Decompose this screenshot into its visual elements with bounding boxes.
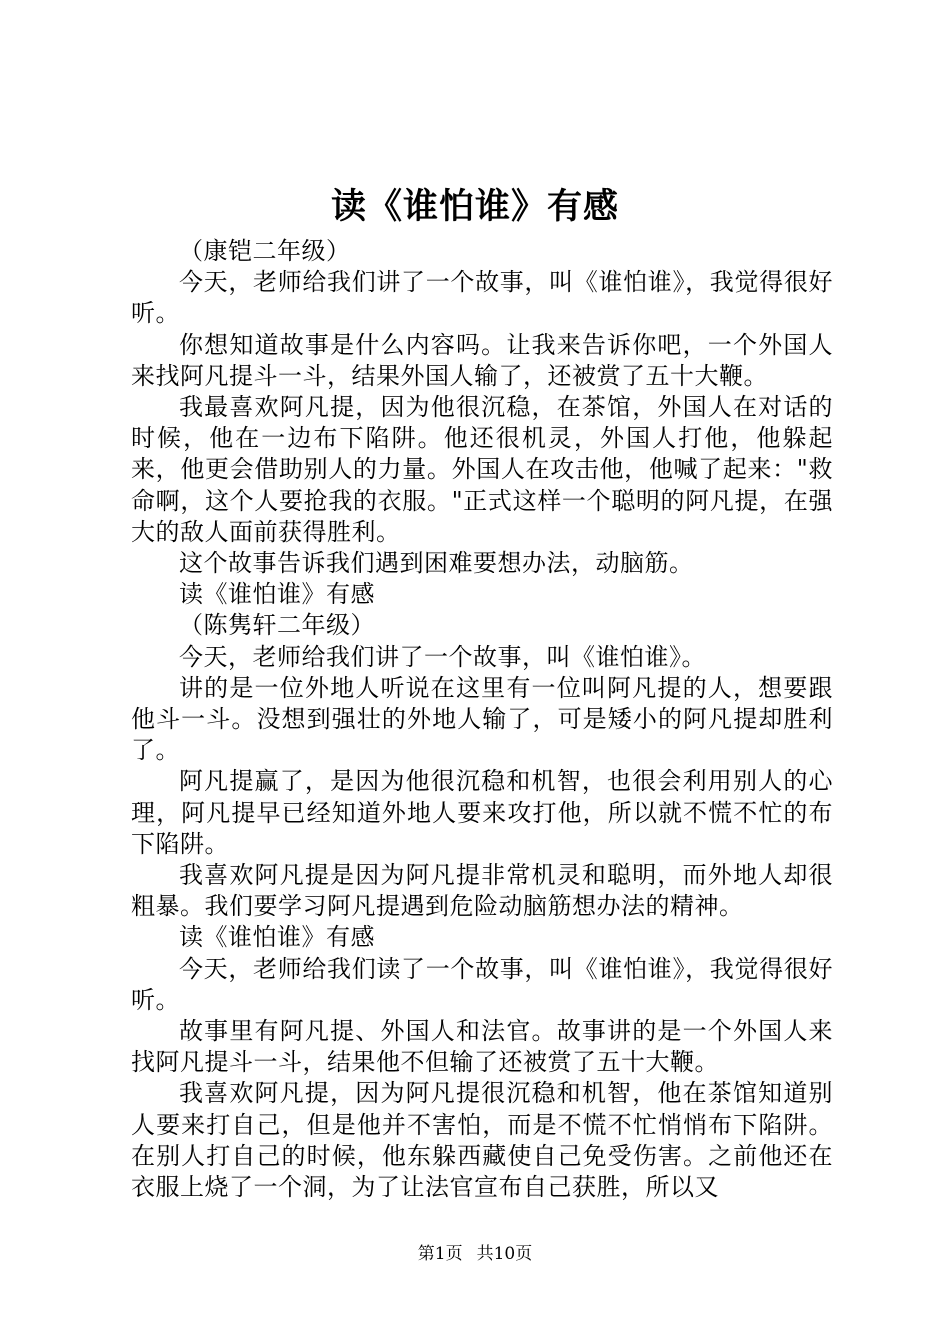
body-paragraph: 今天，老师给我们读了一个故事，叫《谁怕谁》，我觉得很好听。 <box>131 954 833 1014</box>
section-heading: 读《谁怕谁》有感 <box>179 580 375 609</box>
body-paragraph: 这个故事告诉我们遇到困难要想办法，动脑筋。 <box>179 549 694 578</box>
body-paragraph: 今天，老师给我们讲了一个故事，叫《谁怕谁》。 <box>179 642 706 671</box>
body-paragraph: 你想知道故事是什么内容吗。让我来告诉你吧，一个外国人来找阿凡提斗一斗，结果外国人输了，还被赏了五十大鞭。 <box>131 330 833 390</box>
page-total: 共10页 <box>476 1244 533 1264</box>
page-number: 第1页 <box>417 1244 463 1264</box>
section-heading: 读《谁怕谁》有感 <box>179 923 375 952</box>
body-paragraph: 讲的是一位外地人听说在这里有一位叫阿凡提的人，想要跟他斗一斗。没想到强壮的外地人输了，可是矮小的阿凡提却胜利了。 <box>131 673 833 765</box>
byline-paragraph: （陈隽轩二年级） <box>179 611 375 640</box>
byline-paragraph: （康铠二年级） <box>179 237 351 265</box>
body-paragraph: 今天，老师给我们讲了一个故事，叫《谁怕谁》，我觉得很好听。 <box>131 268 833 328</box>
document-title: 读《谁怕谁》有感 <box>330 186 619 227</box>
body-paragraph: 我最喜欢阿凡提，因为他很沉稳，在茶馆，外国人在对话的时候，他在一边布下陷阱。他还很机灵，外国人打他，他躲起来，他更会借助别人的力量。外国人在攻击他，他喊了起来："救命啊，这个人要抢我的衣服。"正式这样一个聪明的阿凡提，在强大的敌人面前获得胜利。 <box>131 393 833 546</box>
body-paragraph: 阿凡提赢了，是因为他很沉稳和机智，也很会利用别人的心理，阿凡提早已经知道外地人要来攻打他，所以就不慌不忙的布下陷阱。 <box>131 767 833 858</box>
page-footer <box>0 1242 950 1266</box>
document-body <box>131 236 833 1203</box>
body-paragraph: 故事里有阿凡提、外国人和法官。故事讲的是一个外国人来找阿凡提斗一斗，结果他不但输了还被赏了五十大鞭。 <box>131 1017 833 1077</box>
body-paragraph: 我喜欢阿凡提是因为阿凡提非常机灵和聪明，而外地人却很粗暴。我们要学习阿凡提遇到危险动脑筋想办法的精神。 <box>131 861 833 921</box>
body-paragraph: 我喜欢阿凡提，因为阿凡提很沉稳和机智，他在茶馆知道别人要来打自己，但是他并不害怕，而是不慌不忙悄悄布下陷阱。在别人打自己的时候，他东躲西藏使自己免受伤害。之前他还在衣服上烧了一个洞，为了让法官宣布自己获胜，所以又 <box>131 1079 833 1202</box>
